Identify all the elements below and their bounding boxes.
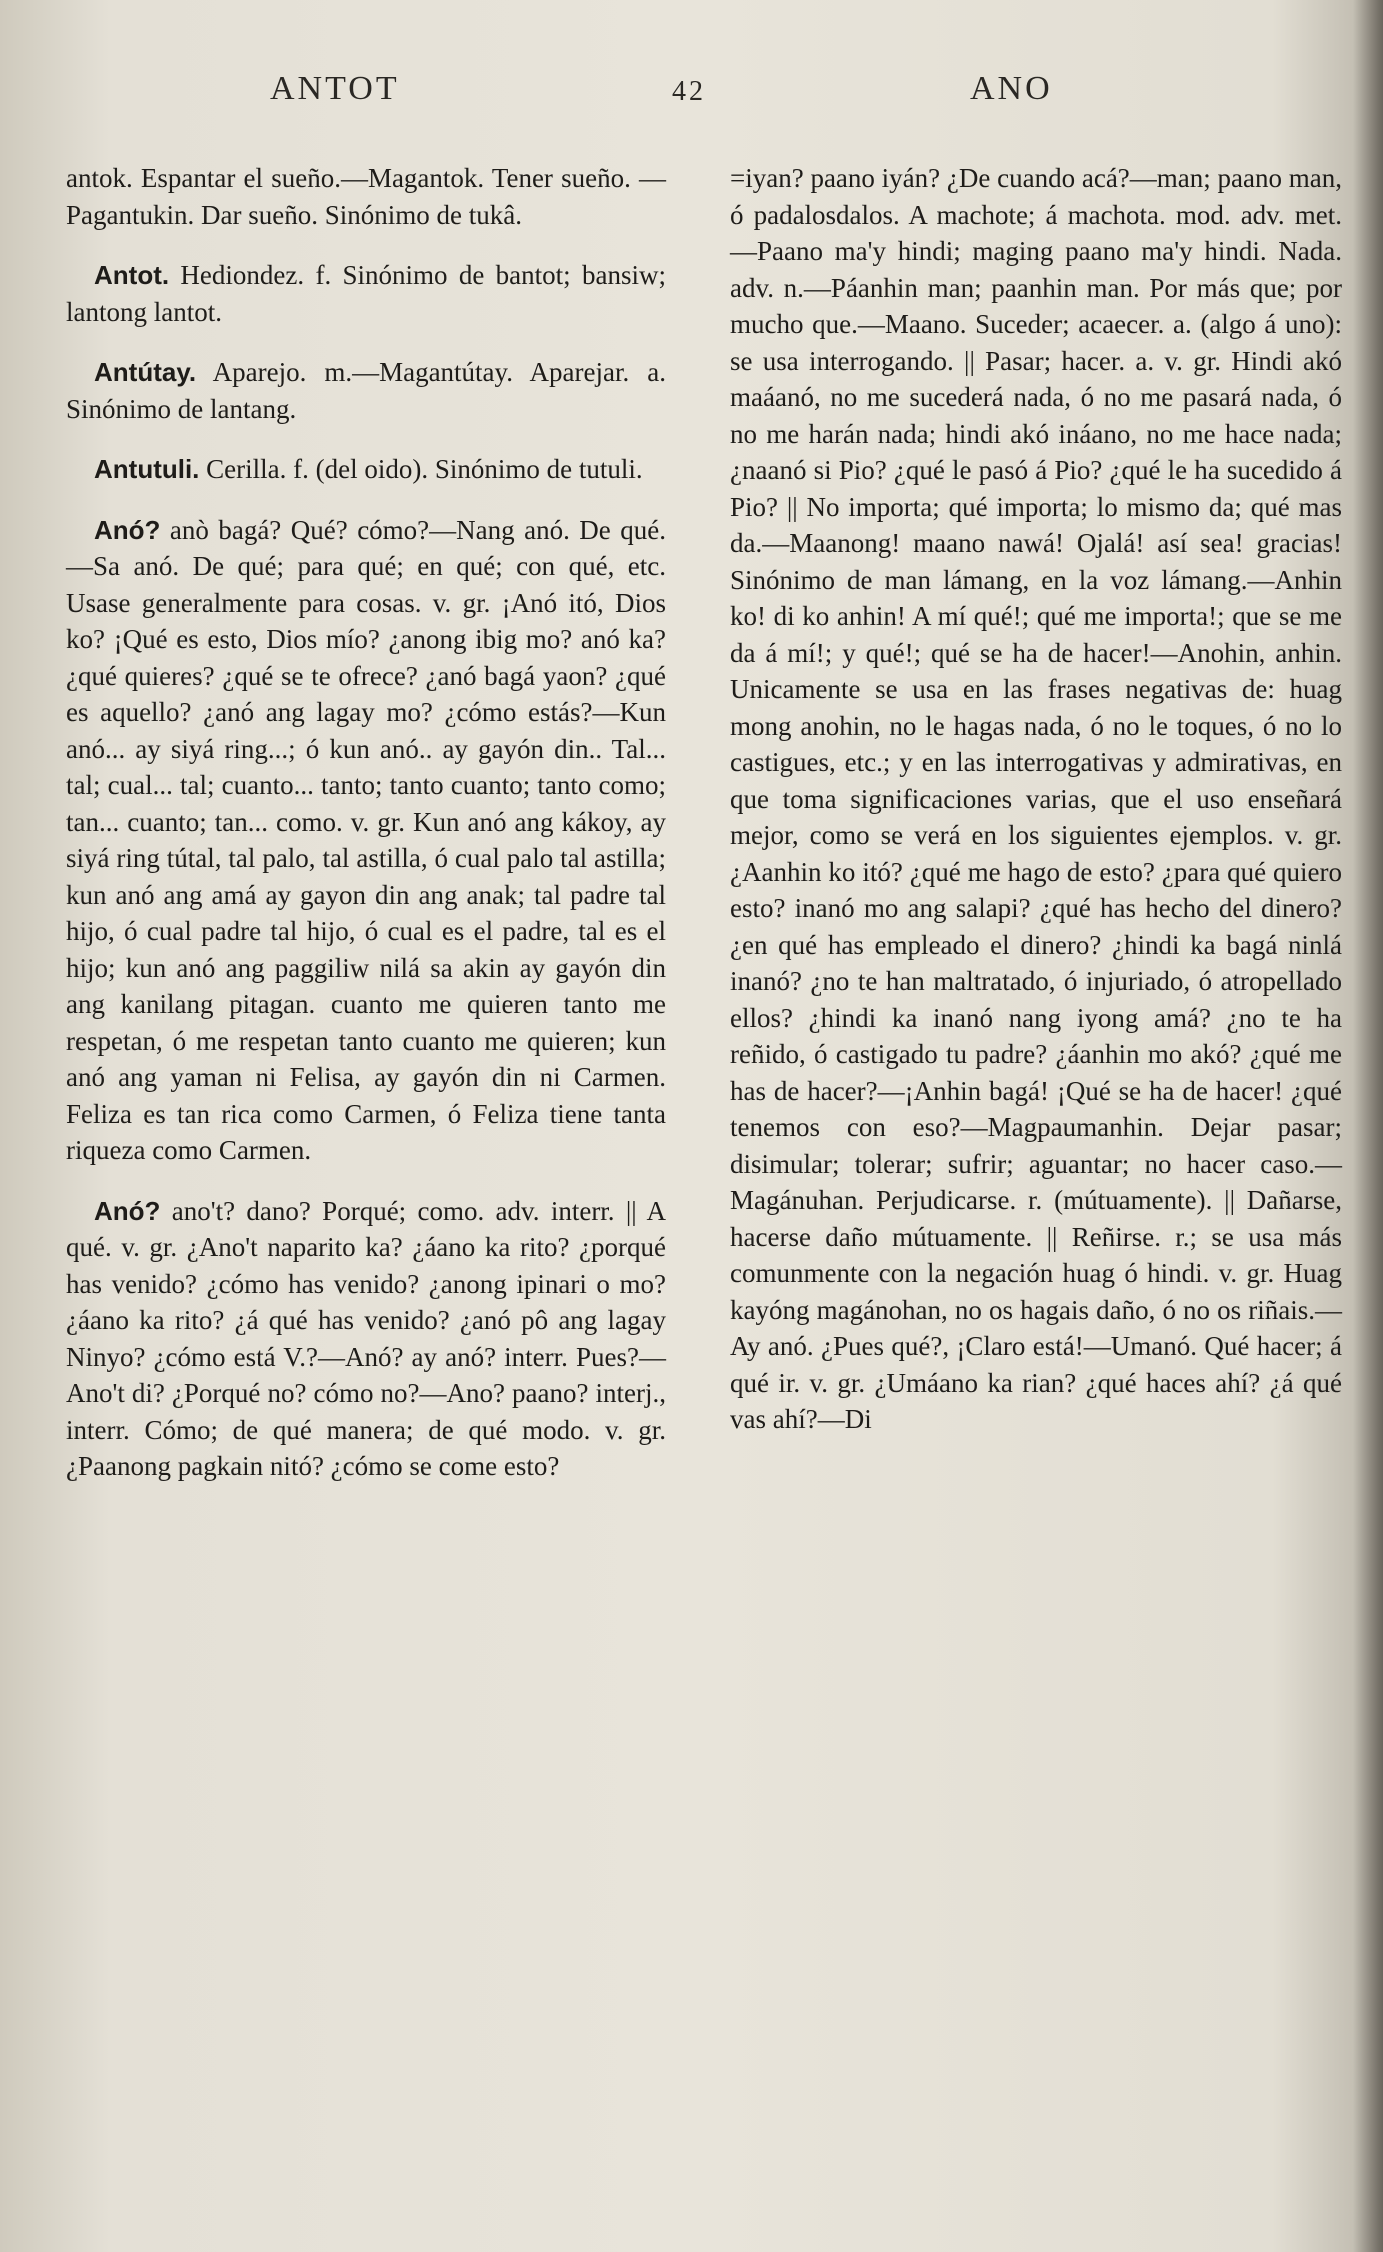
entry-text: ano't? dano? Porqué; como. adv. interr. || A qué. v. gr. ¿Ano't naparito ka? ¿áano ka rito? ¿porqué has venido? ¿cómo has venido? ¿anong ipinari o mo? ¿áano ka rito? ¿á qué has venido? ¿anó pô ang lagay Ninyo? ¿cómo está V.?—Anó? ay anó? interr. Pues?—Ano't di? ¿Porqué no? cómo no?—Ano? paano? interj., interr. Cómo; de qué manera; de qué modo. v. gr. ¿Paanong pagkain nitó? ¿cómo se come esto? bbox=[66, 1195, 667, 1481]
entry-text: antok. Espantar el sueño.—Magantok. Tener sueño. —Pagantukin. Dar sueño. Sinónimo de tukâ. bbox=[66, 163, 666, 230]
header-right-guide-word: ANO bbox=[970, 70, 1053, 107]
entry-ano-2 bbox=[66, 1193, 666, 1485]
entry-text: anò bagá? Qué? cómo?—Nang anó. De qué.—Sa anó. De qué; para qué; en qué; con qué, etc. Usase generalmente para cosas. v. gr. ¡Anó itó, Dios ko? ¡Qué es esto, Dios mío? ¿anong ibig mo? anó ka? ¿qué quieres? ¿qué se te ofrece? ¿anó bagá yaon? ¿qué es aquello? ¿anó ang lagay mo? ¿cómo estás?—Kun anó... ay siyá ring...; ó kun anó.. ay gayón din.. Tal... tal; cual... tal; cuanto... tanto; tanto cuanto; tanto como; tan... cuanto; tan... como. v. gr. Kun anó ang kákoy, ay siyá ring tútal, tal palo, tal astilla, ó cual palo tal astilla; kun anó ang amá ay gayon din ang anak; tal padre tal hijo, ó cual padre tal hijo, ó cual es el padre, tal es el hijo; kun anó ang paggiliw nilá sa akin ay gayón din ang kanilang pitagan. cuanto me quieren tanto me respetan, ó me respetan tanto cuanto me quieren; kun anó ang yaman ni Felisa, ay gayón din ni Carmen. Feliza es tan rica como Carmen, ó Feliza tiene tanta riqueza como Carmen. bbox=[66, 514, 666, 1165]
entry-text: Cerilla. f. (del oido). Sinónimo de tutuli. bbox=[206, 454, 643, 484]
left-column bbox=[66, 160, 666, 1509]
headword: Anó? bbox=[94, 1195, 161, 1226]
running-header bbox=[0, 70, 1383, 130]
entry-antutay bbox=[66, 354, 666, 427]
headword: Anó? bbox=[94, 514, 161, 545]
header-left-guide-word: ANTOT bbox=[270, 70, 400, 107]
page-number: 42 bbox=[672, 76, 706, 107]
page-edge-shadow bbox=[1353, 0, 1383, 2252]
entry-text: Aparejo. m.—Magantútay. Aparejar. a. Sinónimo de lantang. bbox=[66, 357, 667, 424]
headword: Antútay. bbox=[94, 357, 197, 387]
headword: Antutuli. bbox=[94, 454, 200, 484]
entry-ano-continued bbox=[730, 160, 1342, 1438]
headword: Antot. bbox=[94, 260, 170, 290]
right-column bbox=[730, 160, 1342, 1438]
entry-ano-1 bbox=[66, 512, 666, 1169]
entry-antot bbox=[66, 257, 666, 330]
entry-text: Hediondez. f. Sinónimo de bantot; bansiw; lantong lantot. bbox=[66, 260, 666, 327]
entry-antok-continued bbox=[66, 160, 666, 233]
entry-antutuli bbox=[66, 451, 666, 488]
entry-text: =iyan? paano iyán? ¿De cuando acá?—man; paano man, ó padalosdalos. A machote; á machota. mod. adv. met.—Paano ma'y hindi; maging paano ma'y hindi. Nada. adv. n.—Páanhin man; paanhin man. Por más que; por mucho que.—Maano. Suceder; acaecer. a. (algo á uno): se usa interrogando. || Pasar; hacer. a. v. gr. Hindi akó maáanó, no me sucederá nada, ó no me pasará nada, ó no me harán nada; hindi akó ináano, no me hace nada; ¿naanó si Pio? ¿qué le pasó á Pio? ¿qué le ha sucedido á Pio? || No importa; qué importa; lo mismo da; qué mas da.—Maanong! maano nawá! Ojalá! así sea! gracias! Sinónimo de man lámang, en la voz lámang.—Anhin ko! di ko anhin! A mí qué!; qué me importa!; que se me da á mí!; y qué!; qué se ha de hacer!—Anohin, anhin. Unicamente se usa en las frases negativas de: huag mong anohin, no le hagas nada, ó no le toques, ó no lo castigues, etc.; y en las interrogativas y admirativas, en que toma significaciones varias, que el uso enseñará mejor, como se verá en los siguientes ejemplos. v. gr. ¿Aanhin ko itó? ¿qué me hago de esto? ¿para qué quiero esto? inanó mo ang salapi? ¿qué has hecho del dinero? ¿en qué has empleado el dinero? ¿hindi ka bagá ninlá inanó? ¿no te han maltratado, ó injuriado, ó atropellado ellos? ¿hindi ka inanó nang iyong amá? ¿no te ha reñido, ó castigado tu padre? ¿áanhin mo akó? ¿qué me has de hacer?—¡Anhin bagá! ¡Qué se ha de hacer! ¿qué tenemos con eso?—Magpaumanhin. Dejar pasar; disimular; tolerar; sufrir; aguantar; no hacer caso.—Magánuhan. Perjudicarse. r. (mútuamente). || Dañarse, hacerse daño mútuamente. || Reñirse. r.; se usa más comunmente con la negación huag ó hindi. v. gr. Huag kayóng magánohan, no os hagais daño, ó no os riñais.—Ay anó. ¿Pues qué?, ¡Claro está!—Umanó. Qué hacer; á qué ir. v. gr. ¿Umáano ka rian? ¿qué haces ahí? ¿á qué vas ahí?—Di bbox=[730, 163, 1342, 1434]
